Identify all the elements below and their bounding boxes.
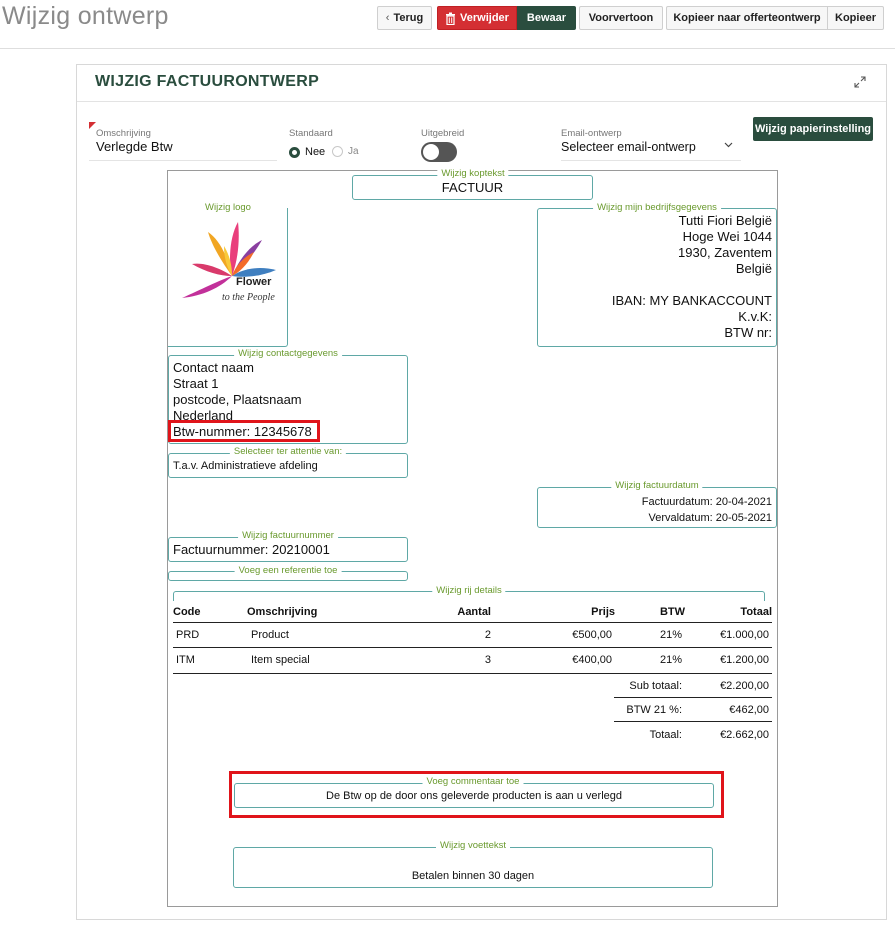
dates: [540, 494, 772, 526]
copy-to-quote-button[interactable]: Kopieer naar offerteontwerp: [666, 6, 828, 30]
contact-city: postcode, Plaatsnaam: [173, 392, 302, 407]
row-quantity: 2: [484, 629, 491, 641]
radio-ja-label: Ja: [348, 146, 359, 157]
col-price: Prijs: [591, 606, 615, 618]
description-underline: [89, 160, 277, 161]
logo-text-flower: Flower: [236, 276, 272, 288]
vat-total-label: BTW 21 %:: [626, 704, 682, 716]
company-kvk: K.v.K:: [738, 309, 772, 324]
delete-button[interactable]: [437, 6, 517, 30]
required-marker: [89, 122, 96, 129]
toggle-knob: [423, 144, 439, 160]
company-details: [540, 213, 772, 341]
trash-icon: [445, 12, 456, 25]
comment-text: De Btw op de door ons geleverde producten is aan u verlegd: [326, 790, 622, 802]
reference-tag[interactable]: Voeg een referentie toe: [235, 565, 342, 576]
col-vat: BTW: [659, 606, 685, 618]
invoice-date-tag[interactable]: Wijzig factuurdatum: [611, 480, 702, 491]
vat-total-value: €462,00: [729, 704, 769, 716]
footer-text: Betalen binnen 30 dagen: [411, 870, 535, 882]
row-price: €500,00: [572, 629, 612, 641]
footer-tag[interactable]: Wijzig voettekst: [436, 840, 510, 851]
logo-tag[interactable]: Wijzig logo: [201, 202, 255, 213]
description-input[interactable]: Verlegde Btw: [96, 139, 173, 154]
vat-number: Btw-nummer: 12345678: [173, 424, 312, 439]
company-iban: IBAN: MY BANKACCOUNT: [611, 293, 772, 308]
row-description: Item special: [251, 654, 310, 666]
radio-nee-label: Nee: [305, 146, 326, 158]
flower-logo-icon: [180, 218, 280, 303]
due-date: Vervaldatum: 20-05-2021: [648, 512, 772, 524]
row-code: PRD: [176, 629, 200, 641]
contact-details: [173, 360, 302, 424]
col-code: Code: [173, 606, 201, 618]
default-radio-ja[interactable]: [332, 146, 359, 157]
email-design-select[interactable]: Selecteer email-ontwerp: [561, 140, 696, 154]
panel-divider: [77, 101, 886, 102]
row-line: [173, 673, 772, 674]
row-quantity: 3: [484, 654, 491, 666]
default-label: Standaard: [289, 128, 333, 139]
page-title: Wijzig ontwerp: [2, 2, 169, 30]
row-total: €1.000,00: [720, 629, 769, 641]
email-underline: [561, 160, 741, 161]
company-name: Tutti Fiori België: [678, 213, 772, 228]
back-button[interactable]: [377, 6, 432, 30]
company-spacer: [540, 277, 772, 293]
panel-title: WIJZIG FACTUURONTWERP: [95, 73, 320, 90]
header-divider: [0, 48, 895, 49]
row-description: Product: [251, 629, 289, 641]
grand-total-value: €2.662,00: [720, 729, 769, 741]
delete-label: Verwijder: [460, 12, 509, 24]
attention-value: T.a.v. Administratieve afdeling: [173, 460, 318, 472]
copy-button[interactable]: Kopieer: [827, 6, 884, 30]
row-code: ITM: [176, 654, 195, 666]
row-details-tag[interactable]: Wijzig rij details: [432, 585, 505, 596]
chevron-left-icon: ‹: [385, 12, 390, 24]
radio-unselected-icon: [332, 146, 343, 157]
contact-country: Nederland: [173, 408, 233, 423]
contact-street: Straat 1: [173, 376, 219, 391]
subtotal-value: €2.200,00: [720, 680, 769, 692]
contact-name: Contact naam: [173, 360, 254, 375]
attention-tag[interactable]: Selecteer ter attentie van:: [230, 446, 346, 457]
row-line: [173, 647, 772, 648]
company-btw: BTW nr:: [724, 325, 772, 340]
grand-total-label: Totaal:: [649, 729, 682, 741]
extended-label: Uitgebreid: [421, 128, 465, 139]
comment-tag[interactable]: Voeg commentaar toe: [423, 776, 524, 787]
invoice-number-tag[interactable]: Wijzig factuurnummer: [238, 530, 338, 541]
paper-settings-button[interactable]: Wijzig papierinstelling: [753, 117, 873, 141]
contact-tag[interactable]: Wijzig contactgegevens: [234, 348, 342, 359]
row-total: €1.200,00: [720, 654, 769, 666]
company-city: 1930, Zaventem: [678, 245, 772, 260]
company-tag[interactable]: Wijzig mijn bedrijfsgegevens: [593, 202, 721, 213]
company-street: Hoge Wei 1044: [682, 229, 772, 244]
extended-toggle[interactable]: [421, 142, 457, 162]
table-header-line: [173, 622, 772, 623]
col-quantity: Aantal: [457, 606, 491, 618]
header-tag[interactable]: Wijzig koptekst: [437, 168, 508, 179]
invoice-date: Factuurdatum: 20-04-2021: [641, 496, 772, 508]
col-description: Omschrijving: [247, 606, 318, 618]
vat-line: [614, 721, 772, 722]
email-design-label: Email-ontwerp: [561, 128, 622, 139]
company-country: België: [735, 261, 772, 276]
row-vat: 21%: [659, 654, 682, 666]
subtotal-line: [614, 697, 772, 698]
row-vat: 21%: [659, 629, 682, 641]
logo-text-tagline: to the People: [222, 292, 275, 303]
header-text: FACTUUR: [441, 180, 504, 195]
description-label: Omschrijving: [96, 128, 151, 139]
row-price: €400,00: [572, 654, 612, 666]
col-total: Totaal: [740, 606, 772, 618]
radio-selected-icon: [289, 147, 300, 158]
save-button[interactable]: Bewaar: [517, 6, 576, 30]
subtotal-label: Sub totaal:: [629, 680, 682, 692]
chevron-down-icon[interactable]: [724, 142, 733, 148]
preview-button[interactable]: Voorvertoon: [579, 6, 663, 30]
expand-icon[interactable]: [854, 76, 866, 88]
back-label: Terug: [393, 12, 424, 24]
invoice-number: Factuurnummer: 20210001: [173, 542, 330, 557]
default-radio-nee[interactable]: [289, 146, 325, 158]
